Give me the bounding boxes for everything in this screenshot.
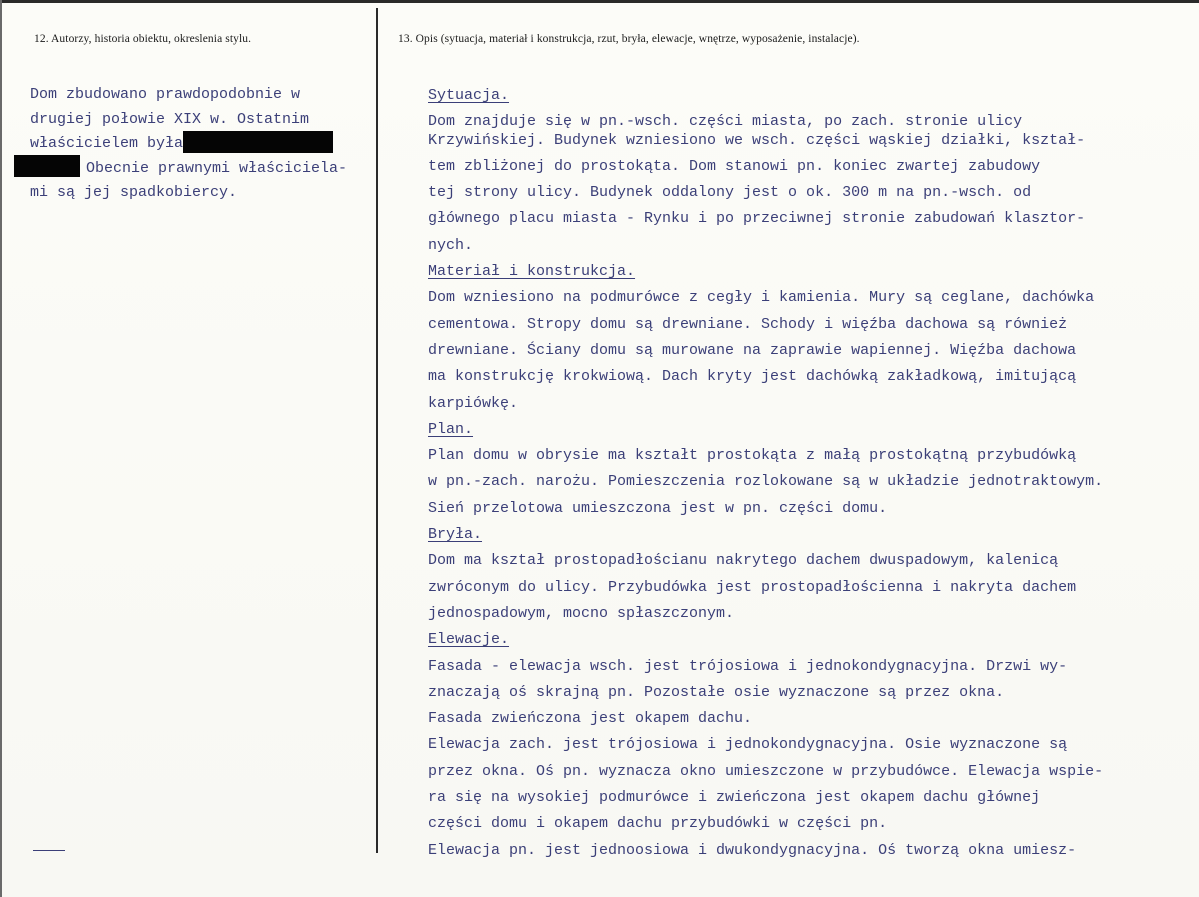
description-line: karpiówkę. <box>428 394 519 412</box>
description-line: tej strony ulicy. Budynek oddalony jest o ok. 300 m na pn.-wsch. od <box>428 184 1032 202</box>
right-column-header: 13. Opis (sytuacja, materiał i konstrukcja, rzut, bryła, elewacje, wnętrze, wyposażenie, instalacje). <box>398 33 860 45</box>
description-line: Fasada - elewacja wsch. jest trójosiowa i jednokondygnacyjna. Drzwi wy- <box>428 657 1068 675</box>
description-line: przez okna. Oś pn. wyznacza okno umieszczone w przybudówce. Elewacja wspie- <box>428 762 1104 780</box>
history-section <box>30 83 375 206</box>
description-line: Plan domu w obrysie ma kształt prostokąta z małą prostokątną przybudówką <box>428 447 1077 465</box>
description-line: Dom ma kształ prostopadłościanu nakrytego dachem dwuspadowym, kalenicą <box>428 552 1059 570</box>
section-heading: Bryła. <box>428 526 483 544</box>
description-line: w pn.-zach. narożu. Pomieszczenia rozlokowane są w układzie jednotraktowym. <box>428 473 1104 491</box>
description-line: tem zbliżonej do prostokąta. Dom stanowi pn. koniec zwartej zabudowy <box>428 157 1041 175</box>
description-section <box>428 83 1198 864</box>
left-border <box>0 0 2 897</box>
section-heading: Plan. <box>428 420 474 438</box>
bottom-mark <box>33 850 65 851</box>
top-border <box>0 0 1199 3</box>
description-line: Elewacja zach. jest trójosiowa i jednokondygnacyjna. Osie wyznaczone są <box>428 736 1068 754</box>
description-line: jednospadowym, mocno spłaszczonym. <box>428 604 735 622</box>
description-line: Krzywińskiej. Budynek wzniesiono we wsch. części wąskiej działki, kształ- <box>428 131 1086 149</box>
description-line: cementowa. Stropy domu są drewniane. Schody i więźba dachowa są również <box>428 315 1068 333</box>
description-line: Dom wzniesiono na podmurówce z cegły i kamienia. Mury są ceglane, dachówka <box>428 289 1095 307</box>
left-column-header: 12. Autorzy, historia obiektu, okreslenia stylu. <box>34 33 252 45</box>
history-line: mi są jej spadkobiercy. <box>30 184 238 201</box>
description-line: części domu i okapem dachu przybudówki w części pn. <box>428 815 888 833</box>
section-heading: Materiał i konstrukcja. <box>428 263 636 281</box>
history-line-text: Obecnie prawnymi właściciela- <box>86 159 348 177</box>
description-line: zwróconym do ulicy. Przybudówka jest prostopadłościenna i nakryta dachem <box>428 578 1077 596</box>
description-line: znaczają oś skrajną pn. Pozostałe osie wyznaczone są przez okna. <box>428 683 1005 701</box>
history-line <box>22 157 375 182</box>
description-line: Fasada zwieńczona jest okapem dachu. <box>428 710 753 728</box>
description-line: ma konstrukcję krokwiową. Dach kryty jest dachówką zakładkową, imitującą <box>428 368 1077 386</box>
column-divider <box>376 8 378 853</box>
description-line: nych. <box>428 236 474 254</box>
history-line <box>30 132 375 157</box>
history-line: Dom zbudowano prawdopodobnie w <box>30 86 301 103</box>
description-line: Sień przelotowa umieszczona jest w pn. części domu. <box>428 499 888 517</box>
description-line: Elewacja pn. jest jednoosiowa i dwukondygnacyjna. Oś tworzą okna umiesz- <box>428 841 1077 859</box>
redaction-block <box>14 155 80 177</box>
redaction-block <box>183 131 333 153</box>
description-line: ra się na wysokiej podmurówce i zwieńczona jest okapem dachu głównej <box>428 789 1041 807</box>
section-heading: Sytuacja. <box>428 87 510 104</box>
history-line-text: właścicielem była <box>30 135 184 152</box>
section-heading: Elewacje. <box>428 631 510 649</box>
description-line: głównego placu miasta - Rynku i po przeciwnej stronie zabudowań klasztor- <box>428 210 1086 228</box>
history-line: drugiej połowie XIX w. Ostatnim <box>30 110 310 128</box>
description-line: drewniane. Ściany domu są murowane na zaprawie wapiennej. Więźba dachowa <box>428 341 1077 359</box>
description-line: Dom znajduje się w pn.-wsch. części miasta, po zach. stronie ulicy <box>428 113 1023 131</box>
